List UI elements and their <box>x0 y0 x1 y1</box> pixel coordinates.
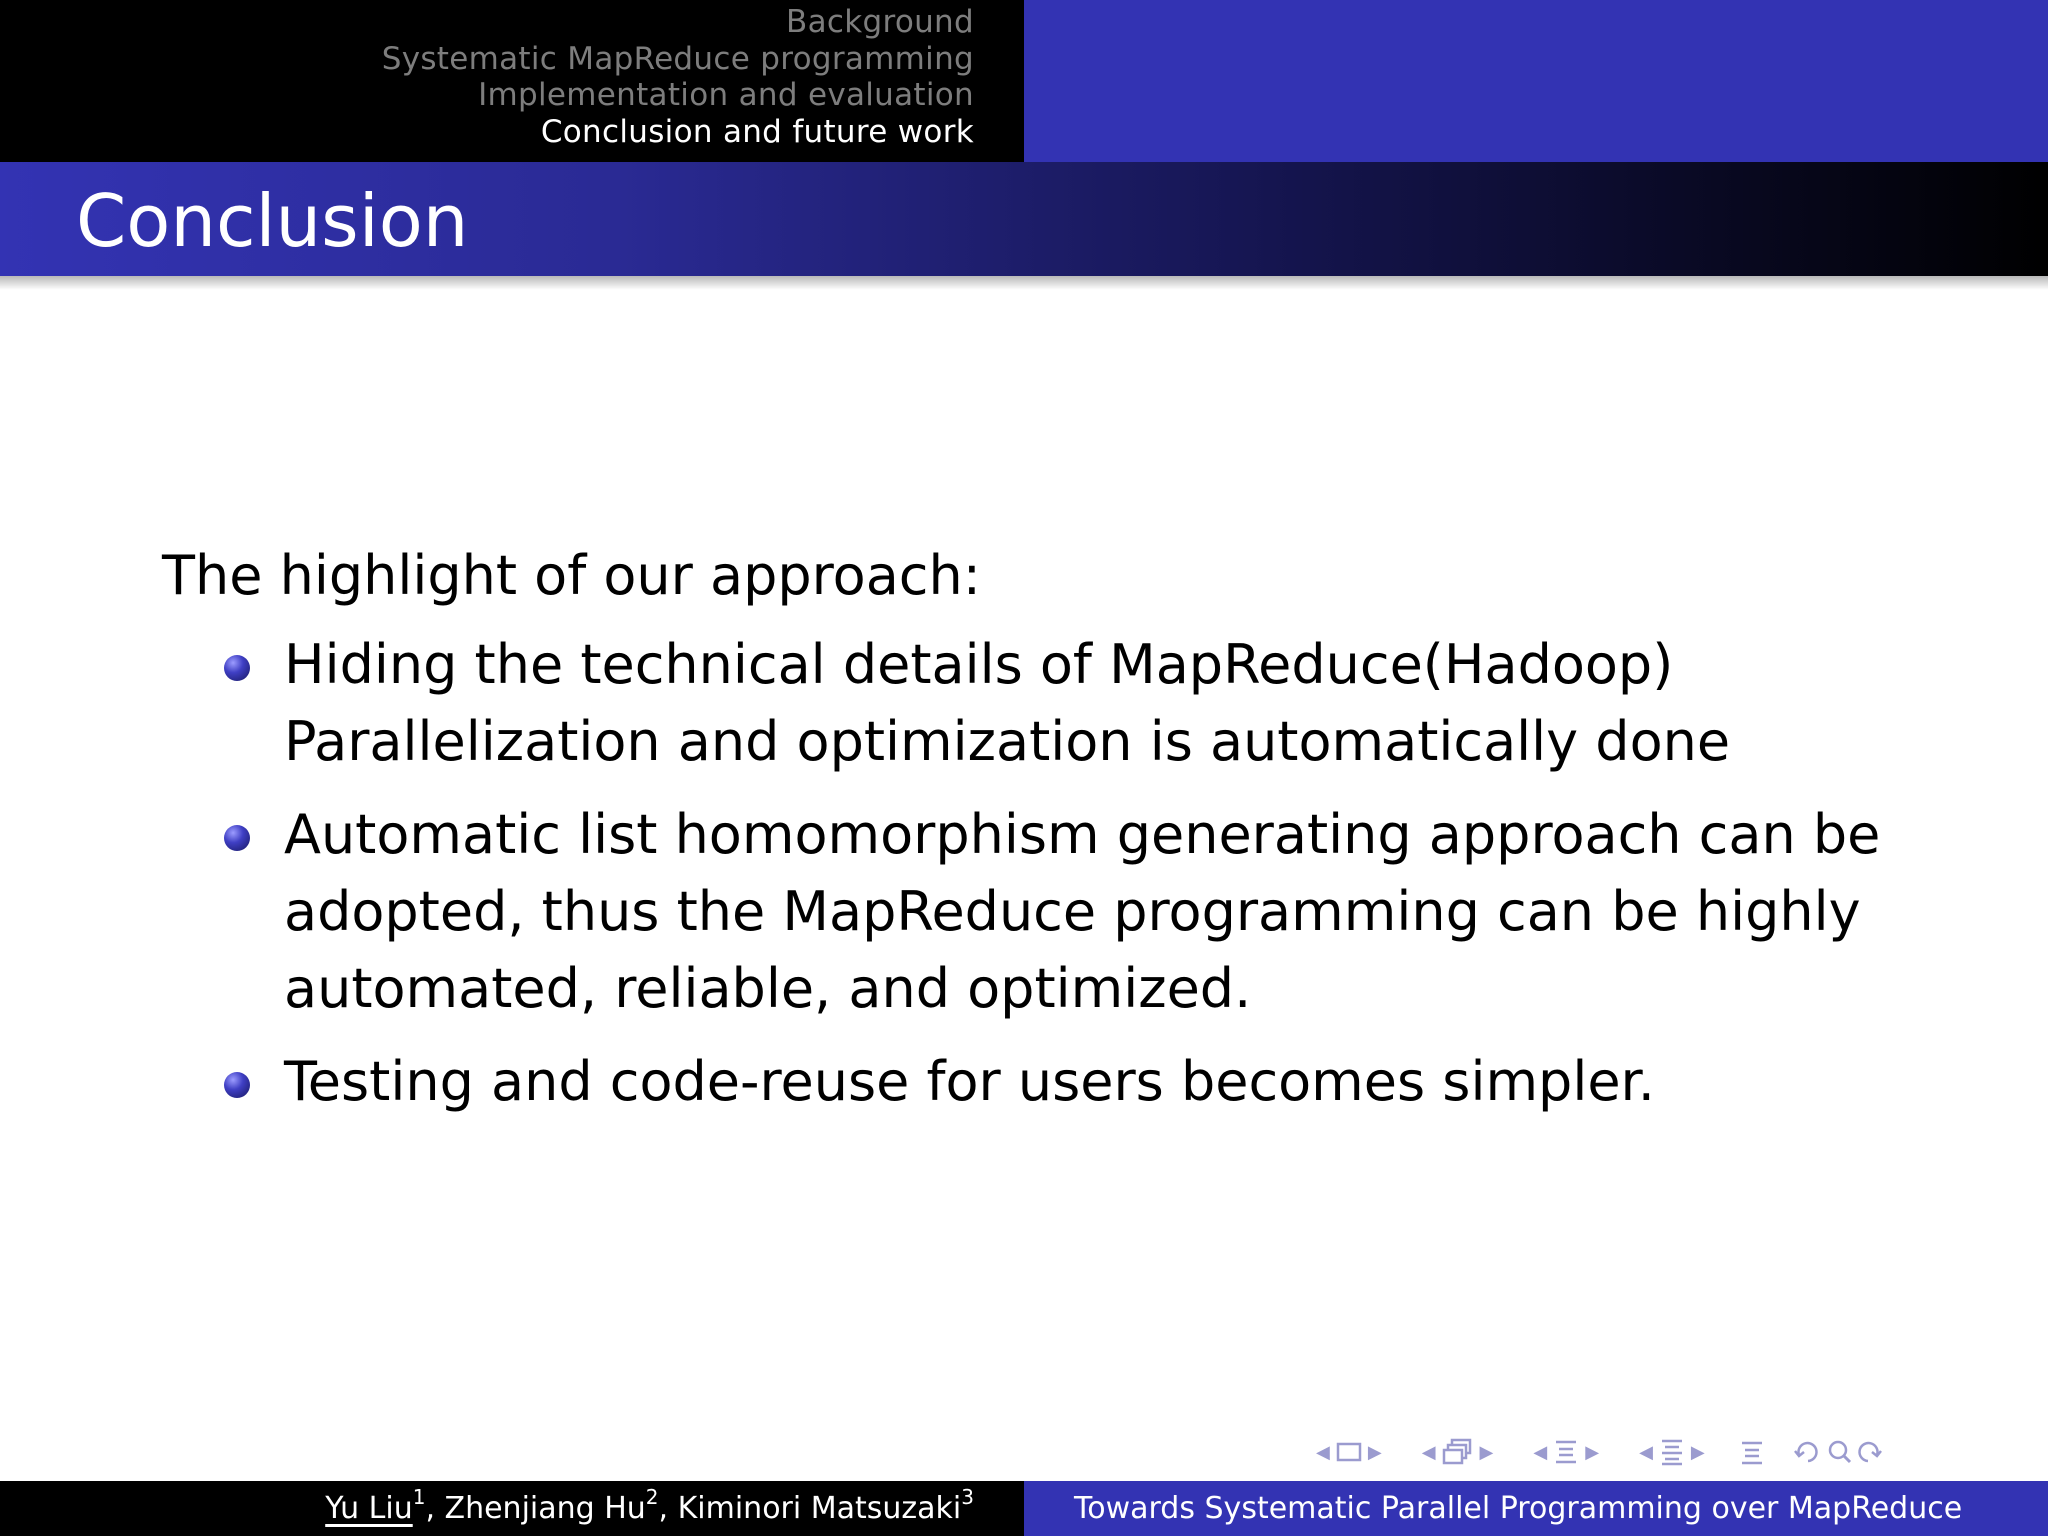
presentation-short-title: Towards Systematic Parallel Programming over MapReduce <box>1074 1491 1963 1526</box>
section-link-systematic-mapreduce[interactable]: Systematic MapReduce programming <box>381 40 974 77</box>
presentation-nav-icon[interactable] <box>1633 1438 1711 1466</box>
subsection-nav-icon[interactable] <box>1416 1438 1500 1466</box>
next-arrow-icon[interactable]: ▶ <box>1585 1441 1600 1463</box>
footer-author-panel <box>0 1481 1024 1536</box>
next-arrow-icon[interactable]: ▶ <box>1479 1441 1494 1463</box>
toc-icon[interactable] <box>1739 1438 1765 1466</box>
prev-arrow-icon[interactable]: ◀ <box>1316 1441 1330 1463</box>
next-arrow-icon[interactable]: ▶ <box>1690 1441 1705 1463</box>
bullet-item <box>162 1043 2002 1120</box>
section-lines-icon <box>1553 1438 1579 1466</box>
bullet-text: Hiding the technical details of MapReduce(Hadoop) Parallelization and optimization is automatically done <box>284 633 1731 773</box>
author-affiliation: 3 <box>961 1485 974 1509</box>
bullet-text: Automatic list homomorphism generating approach can be adopted, thus the MapReduce programming can be highly automated, reliable, and optimized. <box>284 803 1881 1020</box>
author-name: Yu Liu <box>325 1491 413 1526</box>
bullet-item <box>162 626 2002 780</box>
author-separator: , <box>658 1491 678 1526</box>
prev-arrow-icon[interactable]: ◀ <box>1639 1441 1653 1463</box>
author-name: Kiminori Matsuzaki <box>677 1491 962 1526</box>
next-arrow-icon[interactable]: ▶ <box>1367 1441 1382 1463</box>
undo-redo-search-icon <box>1793 1437 1883 1467</box>
section-link-implementation[interactable]: Implementation and evaluation <box>478 77 974 113</box>
frame-box-icon <box>1336 1441 1362 1463</box>
toc-lines-icon <box>1739 1438 1765 1466</box>
bullet-item <box>162 796 2002 1027</box>
title-bar-shadow <box>0 276 2048 290</box>
bullet-ball-icon <box>224 825 250 851</box>
author-affiliation: 1 <box>412 1485 426 1509</box>
bullet-ball-icon <box>224 655 250 681</box>
frame-content <box>162 540 2002 1136</box>
search-icon[interactable] <box>1793 1437 1883 1467</box>
stacked-frames-icon <box>1442 1438 1474 1466</box>
author-list <box>325 1487 974 1531</box>
bullet-ball-icon <box>224 1072 250 1098</box>
frame-title: Conclusion <box>76 179 469 263</box>
footer-title-panel <box>1024 1481 2048 1536</box>
section-link-conclusion[interactable]: Conclusion and future work <box>540 113 974 150</box>
section-nav-icon[interactable] <box>1527 1438 1605 1466</box>
section-link-background[interactable]: Background <box>786 4 974 40</box>
frame-nav-icon[interactable] <box>1310 1441 1388 1463</box>
header-subsection-panel <box>1024 0 2048 162</box>
author-name: Zhenjiang Hu <box>444 1491 646 1526</box>
intro-text: The highlight of our approach: <box>162 544 981 607</box>
presentation-lines-icon <box>1659 1438 1685 1466</box>
author-separator: , <box>425 1491 445 1526</box>
prev-arrow-icon[interactable]: ◀ <box>1533 1441 1548 1463</box>
header-section-panel <box>0 0 1024 162</box>
bullet-list <box>162 626 2002 1120</box>
author-affiliation: 2 <box>645 1485 659 1509</box>
bullet-text: Testing and code-reuse for users becomes simpler. <box>284 1050 1655 1113</box>
navigation-symbols <box>1310 1432 1911 1472</box>
prev-arrow-icon[interactable]: ◀ <box>1421 1441 1436 1463</box>
section-navigation <box>382 4 974 150</box>
